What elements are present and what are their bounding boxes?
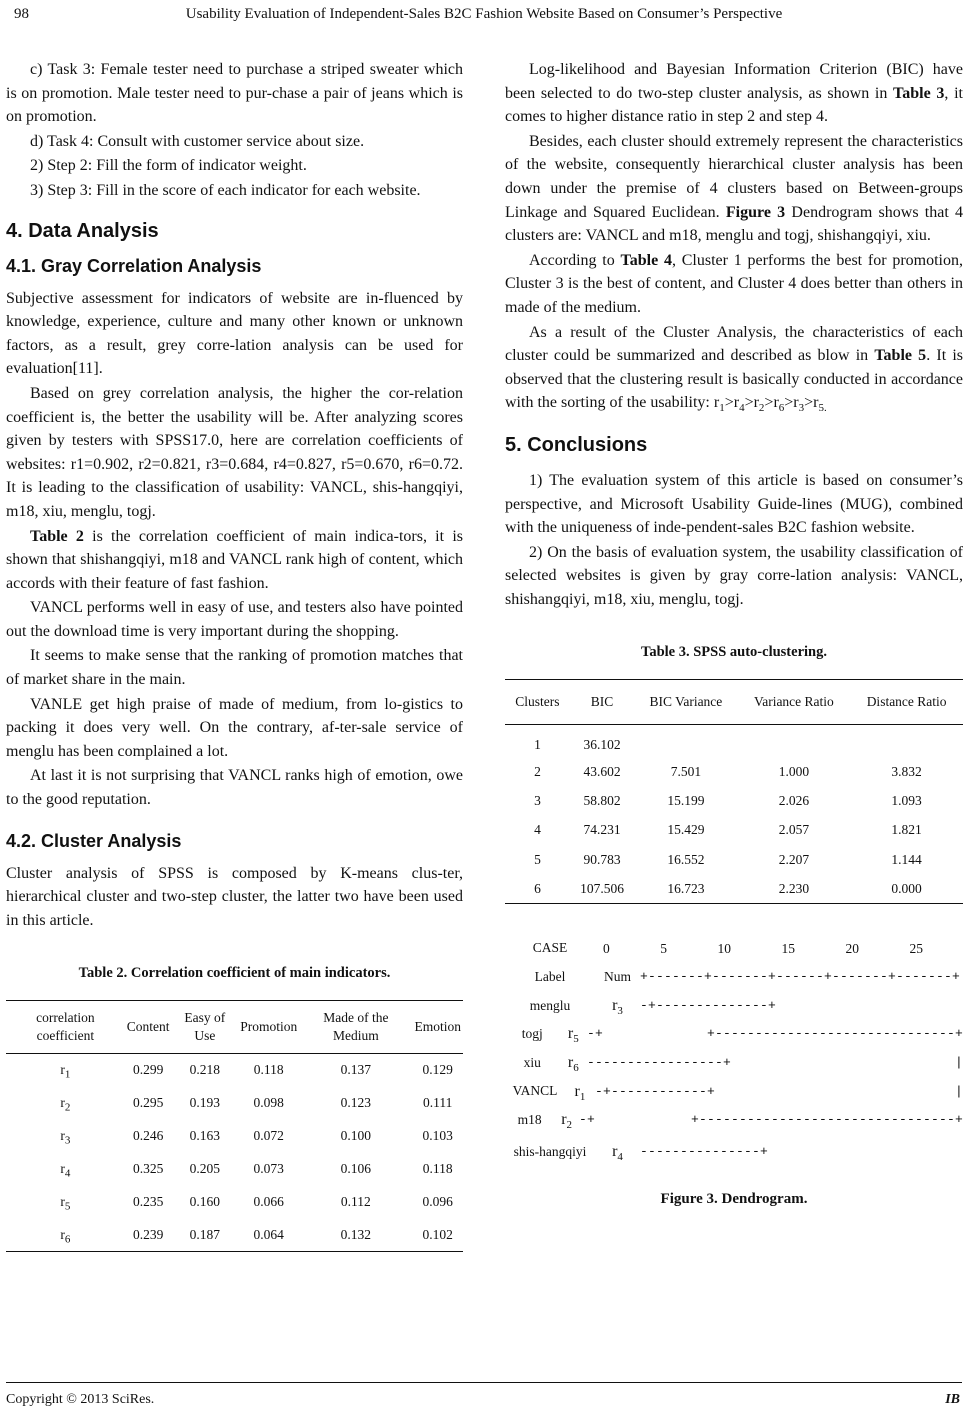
table-cell: 3.832 xyxy=(891,763,922,779)
table-header: Emotion xyxy=(414,1019,461,1034)
table-cell: 2.230 xyxy=(778,880,810,896)
table-row xyxy=(505,757,963,786)
table-cell: 0.218 xyxy=(189,1062,221,1078)
table-cell: 15.429 xyxy=(667,822,705,838)
case-number xyxy=(565,1080,595,1104)
table-row xyxy=(505,874,963,903)
table-cell: 0.118 xyxy=(422,1161,453,1177)
case-number xyxy=(595,994,640,1018)
dendrogram-branch: -----------------+ | xyxy=(586,1054,963,1070)
scale-tick: 25 xyxy=(909,940,923,956)
table-row xyxy=(505,786,963,815)
right-column xyxy=(505,58,963,1212)
subscript: 6 xyxy=(64,1233,71,1246)
table-cell: 1.000 xyxy=(778,763,810,779)
table-header: Content xyxy=(126,1019,170,1034)
dendrogram-axis: +-------+-------+------+-------+-------+ xyxy=(640,969,961,985)
table-cell: 0.096 xyxy=(422,1194,453,1210)
subscript: 3 xyxy=(617,1004,623,1017)
paragraph-text: , Cluster 1 performs the best for promotion, Cluster 3 is the best of content, and Cluster 4 does better than others in made of the medium. xyxy=(505,251,963,316)
paragraph-text: According to xyxy=(529,251,621,269)
paragraph: Cluster analysis of SPSS is composed by K-means clus-ter, hierarchical cluster and two-step cluster, the latter two have been used in this article. xyxy=(6,864,463,929)
subscript: 2 xyxy=(64,1101,71,1114)
row-label-text: r xyxy=(60,1161,65,1177)
case-number xyxy=(595,1140,640,1164)
case-number xyxy=(560,1051,587,1075)
subsection-heading: 4.2. Cluster Analysis xyxy=(6,830,182,851)
table3 xyxy=(505,679,963,904)
table-cell: 5 xyxy=(534,851,541,867)
dendrogram-branch: ---------------+ xyxy=(640,1144,769,1160)
table-row xyxy=(6,1087,463,1120)
table-reference: Table 2 xyxy=(30,527,84,545)
row-label xyxy=(6,1087,125,1120)
table-cell xyxy=(850,725,963,757)
paragraph-text: , it comes to higher distance ratio in step 2 and step 4. xyxy=(505,84,963,126)
table-cell: 0.187 xyxy=(189,1226,221,1242)
table-cell: 6 xyxy=(534,880,541,896)
case-number-text: r xyxy=(612,1143,618,1161)
paragraph xyxy=(505,58,963,129)
row-label xyxy=(6,1186,125,1219)
table-reference: Table 4 xyxy=(620,251,672,269)
paragraph xyxy=(6,525,463,596)
paragraph xyxy=(505,130,963,248)
subscript: 5 xyxy=(64,1200,71,1213)
subscript: 6 xyxy=(573,1062,579,1075)
case-number-text: r xyxy=(567,1025,574,1043)
table-cell: 0.299 xyxy=(132,1062,164,1078)
subscript: 2 xyxy=(566,1119,573,1132)
dendrogram-branch: -+--------------+ xyxy=(640,997,777,1013)
row-label-text: r xyxy=(60,1194,65,1210)
section-heading: 4. Data Analysis xyxy=(6,219,159,242)
subscript: 4 xyxy=(739,402,745,415)
table3-caption: Table 3. SPSS auto-clustering. xyxy=(641,644,827,661)
dendrogram-row xyxy=(505,1048,963,1077)
left-column xyxy=(6,58,463,1252)
table-cell: 0.102 xyxy=(422,1226,453,1242)
table2-caption: Table 2. Correlation coefficient of main indicators. xyxy=(78,965,391,982)
table-reference: Table 5 xyxy=(874,347,927,365)
section-heading: 5. Conclusions xyxy=(505,433,648,456)
case-name: m18 xyxy=(517,1111,542,1127)
subscript: 1 xyxy=(64,1069,71,1082)
table-cell: 0.106 xyxy=(340,1161,372,1177)
dendrogram-scale-row xyxy=(505,934,963,963)
case-label: CASE xyxy=(532,940,568,956)
subscript: 4 xyxy=(64,1167,71,1180)
paragraph-text: Besides, each cluster should extremely represent the characteristics of the website, consequently hierarchical cluster analysis has been down under the premise of 4 clusters based on Between-groups Linkage and Squared Euclidean. xyxy=(505,132,963,221)
table-cell: 0.193 xyxy=(189,1095,221,1111)
table-cell: 2.026 xyxy=(778,792,810,808)
table-cell: 0.118 xyxy=(253,1062,284,1078)
table-cell: 2 xyxy=(534,763,541,779)
case-number-text: r xyxy=(561,1111,567,1129)
paragraph: VANLE get high praise of made of medium, from lo-gistics to packing it does very well. On the contrary, af-ter-sale service of menglu has been complained a lot. xyxy=(6,695,463,760)
paragraph: c) Task 3: Female tester need to purchase a striped sweater which is on promotion. Male tester need to pur-chase a pair of jeans which is on promotion. xyxy=(6,61,463,126)
scale-tick: 10 xyxy=(717,940,731,956)
table-cell: 0.072 xyxy=(253,1128,284,1144)
dendrogram-row xyxy=(505,1134,963,1170)
table-cell: 1.144 xyxy=(891,851,922,867)
table-header-row xyxy=(505,680,963,725)
paragraph: At last it is not surprising that VANCL ranks high of emotion, owe to the good reputation. xyxy=(6,767,463,809)
subscript: 1 xyxy=(579,1090,586,1103)
table-cell: 0.132 xyxy=(340,1226,372,1242)
paragraph xyxy=(505,249,963,320)
table-cell: 4 xyxy=(534,822,541,838)
order-sign: >r xyxy=(724,394,740,412)
table-header: correlation coefficient xyxy=(36,1010,95,1043)
case-name: xiu xyxy=(523,1054,541,1070)
table-cell: 0.160 xyxy=(189,1194,221,1210)
table-cell: 1 xyxy=(534,737,541,753)
row-label xyxy=(6,1120,125,1153)
paragraph: Based on grey correlation analysis, the higher the cor-relation coefficient is, the better the usability will be. After analyzing scores given by testers with SPSS17.0, here are correlation coefficients of websites: r1=0.902, r2=0.821, r3=0.684, r4=0.827, r5=0.670, r6=0.72. It is leading to the classification of usability: VANCL, shis-hangqiyi, m18, xiu, menglu, togj. xyxy=(6,384,463,520)
case-number-text: r xyxy=(574,1082,580,1100)
table-row xyxy=(505,845,963,874)
dendrogram xyxy=(505,934,963,1170)
paragraph: 1) The evaluation system of this article is based on consumer’s perspective, and Microsoft Usability Guide-lines (MUG), combined with the uniqueness of inde-pendent-sales B2C fashion website. xyxy=(505,471,963,537)
paragraph-text: Dendrogram shows that 4 clusters are: VANCL and m18, menglu and togj, shishangqiyi, xiu. xyxy=(505,203,964,245)
table-cell: 107.506 xyxy=(580,880,624,896)
table-cell: 0.163 xyxy=(189,1128,221,1144)
case-number-text: r xyxy=(567,1053,574,1071)
table-header: Variance Ratio xyxy=(753,694,834,710)
footer-copyright: Copyright © 2013 SciRes. xyxy=(6,1392,155,1407)
paragraph: 2) Step 2: Fill the form of indicator weight. xyxy=(30,157,307,175)
table-cell: 0.073 xyxy=(253,1161,284,1177)
table-header: Promotion xyxy=(240,1019,298,1034)
dendrogram-branch: -+ +------------------------------+ xyxy=(586,1026,963,1042)
table-row xyxy=(6,1219,463,1252)
row-label xyxy=(6,1153,125,1186)
table-cell: 0.205 xyxy=(189,1161,221,1177)
table-cell: 74.231 xyxy=(583,822,621,838)
table-cell: 7.501 xyxy=(670,763,702,779)
footer-journal: IB xyxy=(945,1392,960,1407)
table-header: Clusters xyxy=(515,694,560,710)
scale-tick: 0 xyxy=(603,940,610,956)
subscript: 4 xyxy=(617,1151,623,1164)
table-cell: 0.100 xyxy=(340,1128,372,1144)
case-number xyxy=(554,1108,579,1132)
table-cell: 0.123 xyxy=(340,1095,372,1111)
dendrogram-row xyxy=(505,1106,963,1135)
paragraph xyxy=(505,321,963,415)
table-reference: Table 3 xyxy=(893,84,945,102)
table2 xyxy=(6,1000,463,1252)
subscript: 3 xyxy=(798,402,805,415)
paragraph: 3) Step 3: Fill in the score of each indicator for each website. xyxy=(30,181,421,199)
table-cell: 0.000 xyxy=(891,880,922,896)
row-label-text: r xyxy=(60,1128,65,1144)
paragraph: It seems to make sense that the ranking of promotion matches that of market share in the main. xyxy=(6,647,463,689)
page-number: 98 xyxy=(14,6,29,22)
table-row xyxy=(505,725,963,757)
order-sign: >r xyxy=(764,394,779,412)
subscript: 5 xyxy=(573,1033,579,1046)
table-cell: 0.064 xyxy=(253,1226,284,1242)
table-cell: 0.098 xyxy=(253,1095,284,1111)
table-row xyxy=(6,1054,463,1087)
paragraph: 2) On the basis of evaluation system, the usability classification of selected websites is given by gray corre-lation analysis: VANCL, shishangqiyi, m18, xiu, menglu, togj. xyxy=(505,543,963,608)
row-label xyxy=(6,1219,125,1252)
table-header: BIC xyxy=(590,694,614,710)
case-number xyxy=(560,1022,587,1046)
table-cell: 0.246 xyxy=(132,1128,164,1144)
subscript: 3 xyxy=(64,1134,71,1147)
scale-tick: 15 xyxy=(781,940,795,956)
figure3-caption: Figure 3. Dendrogram. xyxy=(660,1191,808,1208)
table-cell: 0.137 xyxy=(340,1062,372,1078)
running-title: Usability Evaluation of Independent-Sales B2C Fashion Website Based on Consumer’s Perspective xyxy=(185,6,783,22)
subscript: 2 xyxy=(758,402,765,415)
dendrogram-row xyxy=(505,1020,963,1049)
row-label-text: r xyxy=(60,1062,65,1078)
table-cell: 0.239 xyxy=(132,1226,164,1242)
paragraph-text: Log-likelihood and Bayesian Information Criterion (BIC) have been selected to do two-step cluster analysis, as shown in xyxy=(505,61,963,102)
table-cell: 15.199 xyxy=(667,792,705,808)
table-cell: 0.103 xyxy=(422,1128,453,1144)
dendrogram-row xyxy=(505,991,963,1020)
case-number-text: r xyxy=(612,996,618,1014)
table-cell: 3 xyxy=(534,792,541,808)
paragraph: VANCL performs well in easy of use, and testers also have pointed out the download time is very important during the shopping. xyxy=(6,599,463,640)
subscript: 5. xyxy=(818,402,827,415)
table-cell: 0.235 xyxy=(132,1194,164,1210)
table-header: BIC Variance xyxy=(649,694,723,710)
table-header: Distance Ratio xyxy=(866,694,947,710)
table-cell: 0.325 xyxy=(132,1161,164,1177)
case-name: menglu xyxy=(529,997,571,1013)
table-cell: 58.802 xyxy=(583,792,621,808)
paragraph: d) Task 4: Consult with customer service about size. xyxy=(30,132,365,150)
subscript: 1 xyxy=(719,402,725,415)
footer-rule xyxy=(6,1382,962,1383)
row-label xyxy=(6,1054,125,1087)
table-cell: 2.057 xyxy=(778,822,810,838)
table-row xyxy=(505,815,963,844)
table-row xyxy=(6,1153,463,1186)
paragraph-text: . It is observed that the clustering result is basically conducted in accordance with the sorting of the usability: r xyxy=(505,347,964,412)
scale-tick: 5 xyxy=(660,940,667,956)
case-name: VANCL xyxy=(512,1083,558,1099)
row-label-text: r xyxy=(60,1226,65,1242)
paragraph: Subjective assessment for indicators of website are in-fluenced by knowledge, experience, culture and many other known or unknown factors, as a result, grey corre-lation analysis can be used for evaluation[11]. xyxy=(6,289,463,378)
order-sign: >r xyxy=(804,394,819,412)
table-row xyxy=(6,1186,463,1219)
table-header: Made of the Medium xyxy=(323,1010,389,1043)
dendrogram-branch: -+------------+ | xyxy=(594,1083,963,1099)
table-cell: 0.295 xyxy=(132,1095,164,1111)
subscript: 6 xyxy=(778,402,785,415)
table-cell: 0.066 xyxy=(253,1194,284,1210)
dendrogram-header-row xyxy=(505,963,963,992)
paragraph-text: is the correlation coefficient of main indica-tors, it is shown that shishangqiyi, m18 and VANCL rank high of content, which accords with their feature of fast fashion. xyxy=(6,527,463,592)
table-cell xyxy=(738,725,851,757)
table-cell: 1.821 xyxy=(891,822,922,838)
dendrogram-branch: -+ +--------------------------------+ xyxy=(578,1112,963,1128)
dendrogram-scale xyxy=(603,937,923,961)
table-cell: 90.783 xyxy=(583,851,621,867)
figure-reference: Figure 3 xyxy=(725,203,786,221)
table-cell: 43.602 xyxy=(583,763,621,779)
paragraph-text: As a result of the Cluster Analysis, the characteristics of each cluster could be summarized and described as blow in xyxy=(505,323,963,365)
case-name: togj xyxy=(521,1026,543,1042)
table-cell: 1.093 xyxy=(891,792,922,808)
subsection-heading: 4.1. Gray Correlation Analysis xyxy=(6,255,262,276)
order-sign: >r xyxy=(784,394,799,412)
order-sign: >r xyxy=(744,394,759,412)
table-cell: 0.111 xyxy=(423,1095,453,1111)
table-cell: 16.723 xyxy=(667,880,705,896)
table-header-row xyxy=(6,1001,463,1054)
table-row xyxy=(6,1120,463,1153)
table-cell: 36.102 xyxy=(583,737,621,753)
dendrogram-row xyxy=(505,1077,963,1106)
table-cell xyxy=(634,725,737,757)
table-cell: 0.129 xyxy=(422,1062,453,1078)
table-header: Easy of Use xyxy=(184,1010,226,1043)
label-header: Label xyxy=(534,969,566,984)
table-cell: 0.112 xyxy=(340,1194,371,1210)
case-name: shis-hangqiyi xyxy=(513,1144,587,1160)
row-label-text: r xyxy=(60,1095,65,1111)
table-cell: 16.552 xyxy=(667,851,705,867)
num-header: Num xyxy=(604,969,631,985)
scale-tick: 20 xyxy=(845,940,859,956)
table-cell: 2.207 xyxy=(778,851,810,867)
